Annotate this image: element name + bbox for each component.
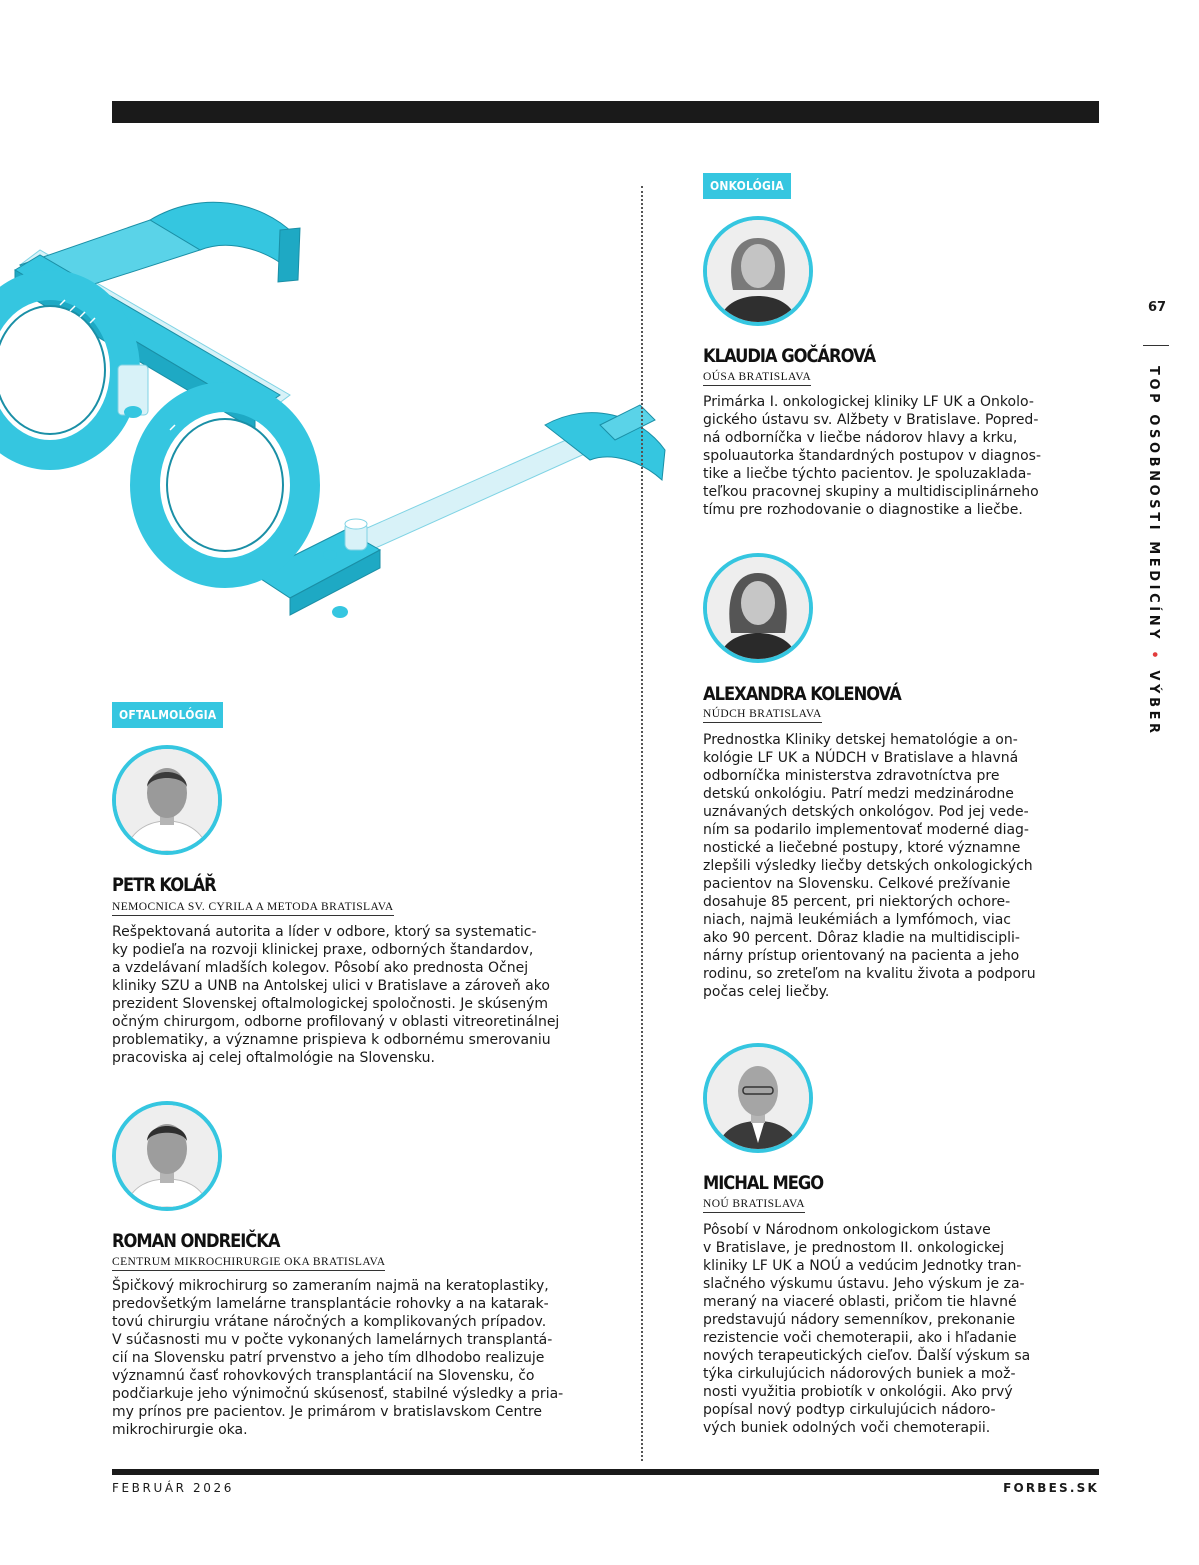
person-name: ALEXANDRA KOLENOVÁ [703, 683, 901, 705]
trial-frame-glasses-illustration [0, 180, 680, 630]
person-institution: NEMOCNICA SV. CYRILA A METODA BRATISLAVA [112, 901, 394, 916]
top-rule [112, 101, 1099, 123]
person-bio: Primárka I. onkologickej kliniky LF UK a Onkolo- gického ústavu sv. Alžbety v Bratislave. Popred- ná odborníčka v liečbe nádorov hlavy a krku, spoluautorka štandardných postupov v diagnos- tike a liečbe týchto pacientov. Je spoluzaklada- teľkou pracovnej skupiny a multidisciplinárneho tímu pre rozhodovanie o diagnostike a liečbe. [703, 394, 1041, 518]
portrait-petr-kolar [112, 745, 222, 855]
person-bio: Pôsobí v Národnom onkologickom ústave v Bratislave, je prednostom II. onkologickej kliniky LF UK a NOÚ a vedúcim Jednotky tran- slačného výskumu ústavu. Jeho výskum je za- meraný na viaceré oblasti, pričom tie hlavné predstavujú nádory semenníkov, prekonanie rezistencie voči chemoterapii, ako i hľadanie nových terapeutických cieľov. Ďalší výskum sa týka cirkulujúcich nádorových buniek a mož- nosti využitia probiotík v onkológii. Ako prvý popísal nový podtyp cirkulujúcich nádoro- vých buniek odolných voči chemoterapii. [703, 1222, 1031, 1436]
person-institution: NOÚ BRATISLAVA [703, 1198, 805, 1213]
person-bio: Špičkový mikrochirurg so zameraním najmä na keratoplastiky, predovšetkým lamelárne transplantácie rohovky a na katarak- tovú chirurgiu vrátane náročných a komplikovaných prípadov. V súčasnosti mu v počte vykonaných lamelárnych transplantá- cií na Slovensku patrí prvenstvo a jeho tím dlhodobo realizuje významnú časť rohovkových transplantácií na Slovensku, čo podčiarkuje jeho výnimočnú skúsenosť, stabilné výsledky a pria- my prínos pre pacientov. Je primárom v bratislavskom Centre mikrochirurgie oka. [112, 1278, 564, 1438]
portrait-roman-ondreicka [112, 1101, 222, 1211]
person-institution: NÚDCH BRATISLAVA [703, 708, 822, 723]
person-bio: Prednostka Kliniky detskej hematológie a on- kológie LF UK a NÚDCH v Bratislave a hlavná odborníčka ministerstva zdravotníctva pre detskú onkológiu. Patrí medzi medzinárodne uznávaných detských onkológov. Pod jej vede- ním sa podarilo implementovať moderné diag- nostické a liečebné postupy, ktoré významne zlepšili výsledky liečby detských onkologických pacientov na Slovensku. Celkové prežívanie dosahuje 85 percent, pri niektorých ochore- niach, najmä leukémiách a lymfómoch, viac ako 90 percent. Dôraz kladie na multidiscipli- nárny prístup orientovaný na pacienta a jeho rodinu, so zreteľom na kvalitu života a podporu počas celej liečby. [703, 732, 1036, 1000]
person-name: MICHAL MEGO [703, 1172, 824, 1194]
person-name: PETR KOLÁŘ [112, 874, 216, 896]
page-number: 67 [1148, 300, 1167, 315]
portrait-alexandra-kolenova [703, 553, 813, 663]
footer-issue: FEBRUÁR 2026 [112, 1481, 234, 1495]
section-tag-onkologia: ONKOLÓGIA [703, 173, 791, 199]
footer-site: FORBES.SK [1003, 1481, 1099, 1495]
section-running-title: TOP OSOBNOSTI MEDICÍNY • VÝBER [1146, 366, 1161, 737]
section-tag-oftalmologia: OFTALMOLÓGIA [112, 702, 223, 728]
portrait-klaudia-gocarova [703, 216, 813, 326]
person-name: ROMAN ONDREIČKA [112, 1230, 280, 1252]
column-divider [641, 186, 643, 1461]
bottom-rule [112, 1469, 1099, 1475]
person-institution: CENTRUM MIKROCHIRURGIE OKA BRATISLAVA [112, 1256, 385, 1271]
person-institution: OÚSA BRATISLAVA [703, 371, 811, 386]
person-name: KLAUDIA GOČÁROVÁ [703, 345, 876, 367]
portrait-michal-mego [703, 1043, 813, 1153]
person-bio: Rešpektovaná autorita a líder v odbore, ktorý sa systematic- ky podieľa na rozvoji klinickej praxe, odborných štandardov, a vzdelávaní mladších kolegov. Pôsobí ako prednosta Očnej kliniky SZU a UNB na Antolskej ulici v Bratislave a zároveň ako prezident Slovenskej oftalmologickej spoločnosti. Je skúseným očným chirurgom, odborne profilovaný v oblasti vitreoretinálnej problematiky, a významne prispieva k odbornému smerovaniu pracoviska aj celej oftalmológie na Slovensku. [112, 924, 560, 1066]
side-rule [1143, 345, 1169, 346]
